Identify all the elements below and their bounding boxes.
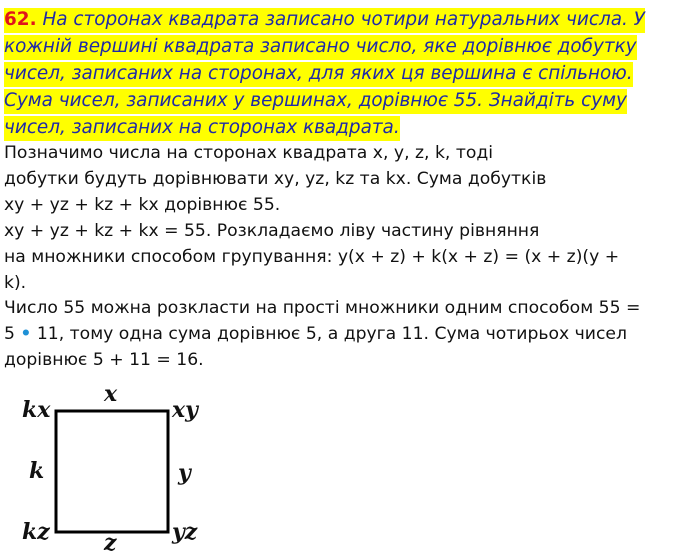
problem-line-3: чисел, записаних на сторонах, для яких ця вершина є спільною.: [4, 63, 633, 84]
top-side-label: x: [104, 381, 118, 407]
right-side-label: y: [178, 460, 191, 486]
solution-line-3: xy + yz + kz + kx дорівнює 55.: [4, 194, 281, 215]
problem-line-5: чисел, записаних на сторонах квадрата.: [4, 117, 400, 138]
solution-line-1: Позначимо числа на сторонах квадрата x, y, z, k, тоді: [4, 143, 494, 163]
bottom-right-vertex-label: yz: [172, 519, 198, 545]
problem-line-2: кожній вершині квадрата записано число, яке дорівнює добутку: [4, 36, 637, 57]
solution-text: [4, 141, 690, 374]
square-outline: [56, 411, 168, 532]
solution-line-8-prefix: 5: [4, 324, 15, 345]
square-diagram: [0, 375, 260, 556]
bottom-side-label: z: [104, 530, 117, 556]
solution-line-5: на множники способом групування: y(x + z) + k(x + z) = (x + z)(y +: [4, 246, 620, 267]
problem-line-1: На сторонах квадрата записано чотири натуральних числа. У: [42, 9, 645, 30]
bottom-left-vertex-label: kz: [22, 519, 50, 545]
solution-line-9: дорівнює 5 + 11 = 16.: [4, 350, 204, 371]
solution-line-4: xy + yz + kz + kx = 55. Розкладаємо ліву частину рівняння: [4, 220, 540, 241]
top-right-vertex-label: xy: [172, 397, 198, 423]
highlighted-problem-text: [4, 8, 645, 141]
multiplication-dot-icon: •: [20, 324, 32, 345]
problem-number: 62.: [4, 9, 37, 30]
solution-line-2: добутки будуть дорівнювати xy, yz, kz та kx. Сума добутків: [4, 168, 547, 189]
solution-line-7: Число 55 можна розкласти на прості множники одним способом 55 =: [4, 298, 641, 319]
problem-statement: [4, 6, 688, 141]
left-side-label: k: [29, 458, 45, 484]
solution-line-6: k).: [4, 272, 27, 293]
top-left-vertex-label: kx: [22, 397, 51, 423]
problem-line-4: Сума чисел, записаних у вершинах, дорівнює 55. Знайдіть суму: [4, 90, 627, 111]
solution-line-8: [4, 322, 690, 348]
solution-line-8-rest: 11, тому одна сума дорівнює 5, а друга 11. Сума чотирьох чисел: [36, 324, 627, 345]
